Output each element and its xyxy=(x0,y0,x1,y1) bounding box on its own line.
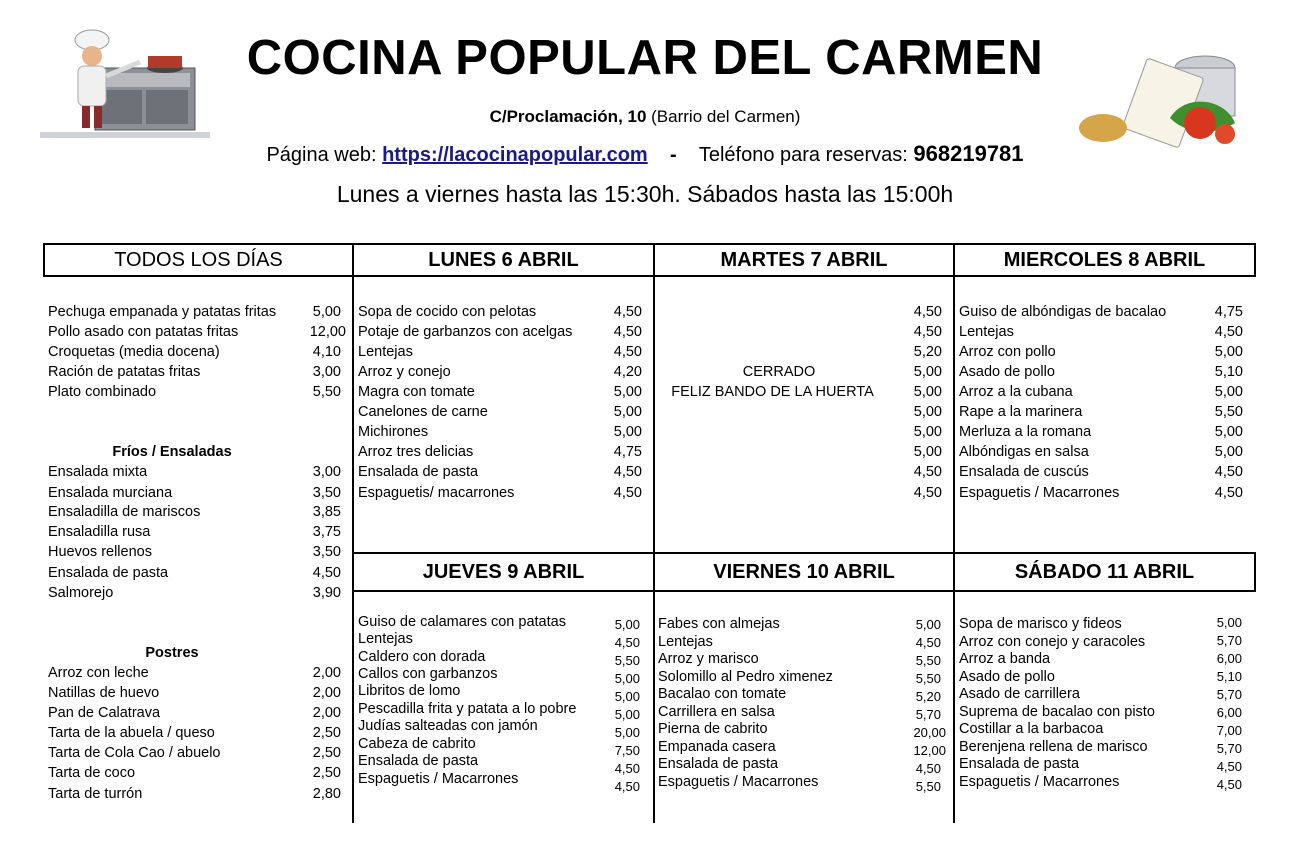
menu-price: 5,00 xyxy=(913,384,942,400)
menu-price: 5,00 xyxy=(913,444,942,460)
menu-item: Libritos de lomo xyxy=(358,683,461,699)
menu-item: Magra con tomate xyxy=(358,384,475,400)
menu-item: Lentejas xyxy=(658,634,713,650)
menu-price: 4,50 xyxy=(913,464,942,480)
menu-price: 3,90 xyxy=(312,585,341,601)
menu-item: Judías salteadas con jamón xyxy=(358,718,538,734)
menu-price: 7,00 xyxy=(1216,723,1242,738)
menu-price: 5,00 xyxy=(913,364,942,380)
column-divider xyxy=(653,277,655,823)
menu-price: 4,50 xyxy=(1214,464,1243,480)
separator: - xyxy=(669,144,677,166)
section-title-frios: Fríos / Ensaladas xyxy=(112,444,232,460)
menu-item: Berenjena rellena de marisco xyxy=(959,739,1148,755)
menu-price: 5,00 xyxy=(1214,424,1243,440)
menu-item: Arroz con leche xyxy=(48,665,149,681)
menu-price: 2,50 xyxy=(312,725,341,741)
menu-item: Tarta de turrón xyxy=(48,786,143,802)
header-viernes: VIERNES 10 ABRIL xyxy=(653,552,955,592)
web-label: Página web: xyxy=(266,144,383,166)
menu-price: 5,00 xyxy=(1216,615,1242,630)
menu-price: 5,20 xyxy=(915,689,941,704)
header-jueves: JUEVES 9 ABRIL xyxy=(352,552,655,592)
menu-price: 3,85 xyxy=(312,504,341,520)
menu-item: Ensalada de pasta xyxy=(48,565,169,581)
menu-item: Lentejas xyxy=(959,324,1014,340)
menu-price: 6,00 xyxy=(1216,705,1242,720)
menu-item: Pollo asado con patatas fritas xyxy=(48,324,239,340)
menu-item: Ensaladilla rusa xyxy=(48,524,151,540)
menu-price: 4,50 xyxy=(1216,777,1242,792)
menu-price: 2,00 xyxy=(312,685,341,701)
menu-price: 5,70 xyxy=(1216,741,1242,756)
menu-item: Tarta de Cola Cao / abuelo xyxy=(48,745,221,761)
menu-item: Guiso de albóndigas de bacalao xyxy=(959,304,1167,320)
menu-item: Merluza a la romana xyxy=(959,424,1092,440)
menu-price: 2,50 xyxy=(312,745,341,761)
menu-item: Caldero con dorada xyxy=(358,649,486,665)
header-lunes: LUNES 6 ABRIL xyxy=(352,243,655,277)
street-address: C/Proclamación, 10 xyxy=(489,107,647,126)
menu-price: 5,00 xyxy=(614,689,640,704)
menu-item: Ensalada mixta xyxy=(48,464,148,480)
menu-price: 5,00 xyxy=(1214,444,1243,460)
menu-price: 4,50 xyxy=(613,324,642,340)
menu-item: Ensalada de pasta xyxy=(959,756,1080,772)
menu-item: Callos con garbanzos xyxy=(358,666,498,682)
opening-hours: Lunes a viernes hasta las 15:30h. Sábados hasta las 15:00h xyxy=(336,181,954,207)
menu-item: Salmorejo xyxy=(48,585,114,601)
menu-price: 5,00 xyxy=(913,404,942,420)
menu-item: Lentejas xyxy=(358,631,413,647)
menu-price: 4,50 xyxy=(312,565,341,581)
menu-price: 5,00 xyxy=(614,617,640,632)
menu-price: 4,50 xyxy=(913,304,942,320)
menu-item: Ensalada de pasta xyxy=(658,756,779,772)
menu-price: 5,00 xyxy=(614,707,640,722)
menu-item: Asado de pollo xyxy=(959,669,1055,685)
menu-item: Arroz y conejo xyxy=(358,364,451,380)
menu-price: 12,00 xyxy=(309,324,346,340)
contact-line xyxy=(0,141,1290,167)
menu-price: 3,75 xyxy=(312,524,341,540)
menu-item: Lentejas xyxy=(358,344,413,360)
menu-item: Rape a la marinera xyxy=(959,404,1083,420)
menu-item: Pan de Calatrava xyxy=(48,705,161,721)
menu-item: Sopa de marisco y fideos xyxy=(959,616,1122,632)
menu-price: 4,50 xyxy=(613,485,642,501)
menu-price: 5,70 xyxy=(915,707,941,722)
menu-item: Plato combinado xyxy=(48,384,157,400)
address-line xyxy=(0,107,1290,127)
menu-price: 3,00 xyxy=(312,364,341,380)
menu-price: 4,75 xyxy=(613,444,642,460)
menu-price: 5,50 xyxy=(915,779,941,794)
menu-item: Asado de pollo xyxy=(959,364,1055,380)
menu-item: Arroz con pollo xyxy=(959,344,1056,360)
menu-price: 4,75 xyxy=(1214,304,1243,320)
menu-price: 7,50 xyxy=(614,743,640,758)
menu-price: 2,00 xyxy=(312,705,341,721)
menu-price: 4,50 xyxy=(913,485,942,501)
menu-price: 4,50 xyxy=(614,761,640,776)
restaurant-title: COCINA POPULAR DEL CARMEN xyxy=(246,31,1044,85)
menu-price: 5,00 xyxy=(915,617,941,632)
header-martes: MARTES 7 ABRIL xyxy=(653,243,955,277)
menu-item: Tarta de la abuela / queso xyxy=(48,725,215,741)
menu-price: 5,70 xyxy=(1216,687,1242,702)
menu-item: Arroz a banda xyxy=(959,651,1051,667)
menu-price: 4,50 xyxy=(1214,485,1243,501)
menu-item: Espaguetis / Macarrones xyxy=(658,774,819,790)
header-todos-los-dias: TODOS LOS DÍAS xyxy=(43,243,354,277)
phone-label: Teléfono para reservas: xyxy=(698,144,914,166)
menu-price: 4,50 xyxy=(614,779,640,794)
menu-price: 5,00 xyxy=(614,671,640,686)
menu-item: Solomillo al Pedro ximenez xyxy=(658,669,833,685)
menu-price: 5,00 xyxy=(613,384,642,400)
menu-item: Potaje de garbanzos con acelgas xyxy=(358,324,573,340)
website-link[interactable]: https://lacocinapopular.com xyxy=(382,144,648,166)
menu-price: 4,20 xyxy=(613,364,642,380)
menu-price: 3,50 xyxy=(312,544,341,560)
menu-price: 2,50 xyxy=(312,765,341,781)
menu-item: Huevos rellenos xyxy=(48,544,152,560)
menu-price: 3,50 xyxy=(312,485,341,501)
menu-price: 5,00 xyxy=(1214,344,1243,360)
menu-item: Costillar a la barbacoa xyxy=(959,721,1104,737)
neighborhood: (Barrio del Carmen) xyxy=(646,107,801,126)
menu-item: Guiso de calamares con patatas xyxy=(358,614,566,630)
menu-item: Ensalada de pasta xyxy=(358,753,479,769)
menu-item: Natillas de huevo xyxy=(48,685,160,701)
menu-price: 6,00 xyxy=(1216,651,1242,666)
menu-price: 5,10 xyxy=(1216,669,1242,684)
menu-price: 4,50 xyxy=(613,304,642,320)
menu-price: 5,00 xyxy=(614,725,640,740)
menu-item: Arroz a la cubana xyxy=(959,384,1073,400)
menu-price: 5,00 xyxy=(1214,384,1243,400)
menu-price: 5,00 xyxy=(312,304,341,320)
menu-price: 12,00 xyxy=(913,743,946,758)
holiday-notice: FELIZ BANDO DE LA HUERTA xyxy=(671,384,874,400)
menu-item: Ración de patatas fritas xyxy=(48,364,201,380)
menu-item: Arroz con conejo y caracoles xyxy=(959,634,1146,650)
menu-item: Carrillera en salsa xyxy=(658,704,775,720)
menu-price: 4,50 xyxy=(613,344,642,360)
menu-item: Suprema de bacalao con pisto xyxy=(959,704,1155,720)
menu-price: 5,00 xyxy=(613,404,642,420)
menu-price: 4,50 xyxy=(915,635,941,650)
menu-item: Empanada casera xyxy=(658,739,776,755)
menu-item: Canelones de carne xyxy=(358,404,488,420)
menu-item: Espaguetis / Macarrones xyxy=(959,774,1120,790)
header-miercoles: MIERCOLES 8 ABRIL xyxy=(953,243,1256,277)
phone-number: 968219781 xyxy=(913,141,1024,166)
menu-price: 5,50 xyxy=(614,653,640,668)
menu-price: 5,50 xyxy=(1214,404,1243,420)
menu-price: 4,50 xyxy=(614,635,640,650)
menu-price: 5,50 xyxy=(915,653,941,668)
menu-item: Ensalada de pasta xyxy=(358,464,479,480)
closed-notice: CERRADO xyxy=(742,364,816,380)
menu-price: 5,50 xyxy=(312,384,341,400)
menu-item: Michirones xyxy=(358,424,429,440)
menu-price: 5,70 xyxy=(1216,633,1242,648)
column-divider xyxy=(352,277,354,823)
menu-price: 5,20 xyxy=(913,344,942,360)
menu-price: 4,50 xyxy=(1214,324,1243,340)
menu-item: Ensaladilla de mariscos xyxy=(48,504,201,520)
menu-price: 5,00 xyxy=(613,424,642,440)
menu-price: 4,10 xyxy=(312,344,341,360)
menu-price: 4,50 xyxy=(913,324,942,340)
menu-price: 4,50 xyxy=(613,464,642,480)
menu-price: 2,80 xyxy=(312,786,341,802)
section-title-postres: Postres xyxy=(145,645,199,661)
menu-price: 5,00 xyxy=(913,424,942,440)
menu-price: 5,50 xyxy=(915,671,941,686)
menu-item: Cabeza de cabrito xyxy=(358,736,476,752)
menu-item: Pescadilla frita y patata a lo pobre xyxy=(358,701,577,717)
menu-item: Asado de carrillera xyxy=(959,686,1080,702)
menu-item: Ensalada murciana xyxy=(48,485,173,501)
header-sabado: SÁBADO 11 ABRIL xyxy=(953,552,1256,592)
menu-item: Espaguetis / Macarrones xyxy=(358,771,519,787)
menu-item: Arroz y marisco xyxy=(658,651,759,667)
menu-price: 4,50 xyxy=(915,761,941,776)
menu-item: Tarta de coco xyxy=(48,765,136,781)
menu-item: Arroz tres delicias xyxy=(358,444,474,460)
menu-item: Bacalao con tomate xyxy=(658,686,787,702)
menu-item: Albóndigas en salsa xyxy=(959,444,1089,460)
menu-price: 2,00 xyxy=(312,665,341,681)
menu-item: Espaguetis/ macarrones xyxy=(358,485,515,501)
menu-price: 20,00 xyxy=(913,725,946,740)
menu-item: Croquetas (media docena) xyxy=(48,344,220,360)
menu-item: Pechuga empanada y patatas fritas xyxy=(48,304,277,320)
menu-item: Espaguetis / Macarrones xyxy=(959,485,1120,501)
menu-price: 5,10 xyxy=(1214,364,1243,380)
menu-price: 3,00 xyxy=(312,464,341,480)
column-divider xyxy=(953,277,955,823)
menu-item: Fabes con almejas xyxy=(658,616,780,632)
menu-item: Sopa de cocido con pelotas xyxy=(358,304,537,320)
menu-price: 4,50 xyxy=(1216,759,1242,774)
menu-item: Ensalada de cuscús xyxy=(959,464,1089,480)
menu-item: Pierna de cabrito xyxy=(658,721,768,737)
